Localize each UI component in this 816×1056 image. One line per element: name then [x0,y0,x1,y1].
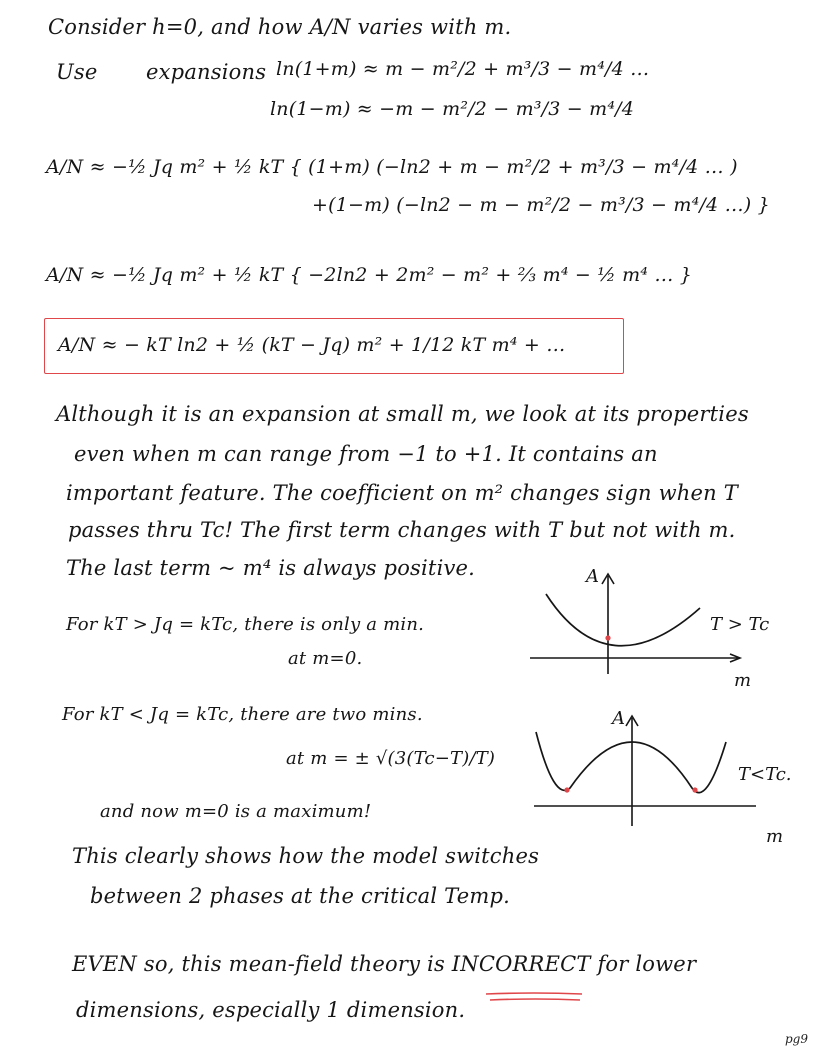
closing-line-3: EVEN so, this mean-field theory is INCORRECT for lower [72,952,697,976]
case-1-line-2: at m=0. [288,648,363,669]
case-2-line-3: and now m=0 is a maximum! [100,801,372,822]
closing-line-4: dimensions, especially 1 dimension. [76,998,466,1022]
page-number: pg9 [785,1032,808,1046]
expansion-ln-1-plus-m: ln(1+m) ≈ m − m²/2 + m³/3 − m⁴/4 … [276,58,650,80]
expansion-ln-1-minus-m: ln(1−m) ≈ −m − m²/2 − m³/3 − m⁴/4 [270,98,635,120]
upper-plot-minimum-point [605,635,610,640]
upper-plot-y-label: A [586,566,599,587]
lower-plot-right-minimum [692,787,697,792]
lower-plot-x-label: m [766,826,784,847]
lower-free-energy-plot [530,712,760,832]
upper-plot-curve [546,594,700,646]
upper-plot-x-label: m [734,670,752,691]
lower-plot-left-minimum [564,787,569,792]
incorrect-underline [484,990,584,1004]
lower-plot-condition: T<Tc. [738,764,792,785]
upper-plot-condition: T > Tc [710,614,770,635]
upper-free-energy-plot [520,570,750,680]
intro-line: Consider h=0, and how A/N varies with m. [48,15,512,39]
lower-plot-y-label: A [612,708,625,729]
paragraph-line-3: important feature. The coefficient on m² changes sign when T [66,481,738,505]
paragraph-line-2: even when m can range from −1 to +1. It contains an [74,442,658,466]
lower-plot-curve [536,732,726,793]
paragraph-line-1: Although it is an expansion at small m, we look at its properties [56,402,749,426]
case-1-line-1: For kT > Jq = kTc, there is only a min. [66,614,425,635]
case-2-minima-location: at m = ± √(3(Tc−T)/T) [286,748,496,769]
equation-1-line-1: A/N ≈ −½ Jq m² + ½ kT { (1+m) (−ln2 + m − m²/2 + m³/3 − m⁴/4 … ) [46,156,738,178]
closing-line-1: This clearly shows how the model switches [72,844,540,868]
closing-line-2: between 2 phases at the critical Temp. [90,884,511,908]
equation-2: A/N ≈ −½ Jq m² + ½ kT { −2ln2 + 2m² − m² + ⅔ m⁴ − ½ m⁴ … } [46,264,693,286]
use-label: Use [56,60,98,84]
expansions-label: expansions [146,60,267,84]
paragraph-line-4: passes thru Tc! The first term changes with T but not with m. [68,518,736,542]
boxed-result-equation: A/N ≈ − kT ln2 + ½ (kT − Jq) m² + 1/12 kT m⁴ + … [58,334,566,356]
paragraph-line-5: The last term ~ m⁴ is always positive. [66,556,476,580]
case-2-line-1: For kT < Jq = kTc, there are two mins. [62,704,423,725]
equation-1-line-2: +(1−m) (−ln2 − m − m²/2 − m³/3 − m⁴/4 …) } [312,194,770,216]
